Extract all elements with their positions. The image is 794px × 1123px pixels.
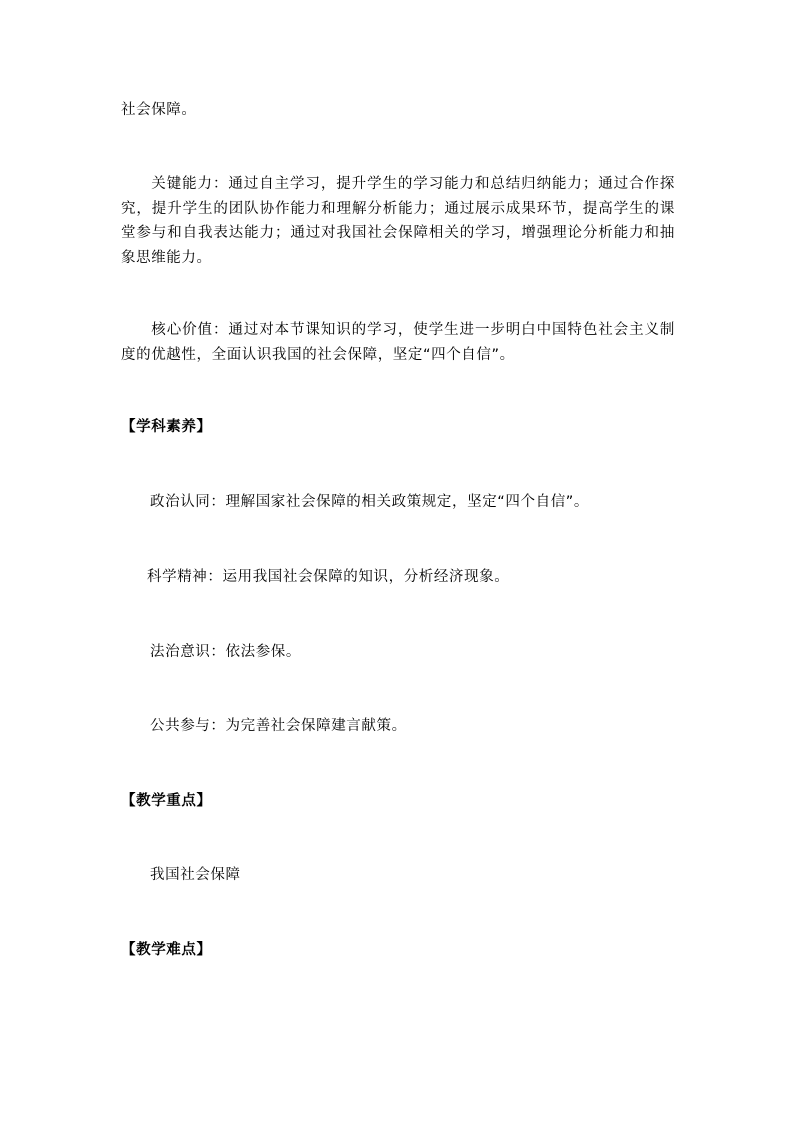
key-ability-paragraph — [121, 172, 675, 270]
intro-tail-text: 社会保障。 — [121, 102, 197, 118]
key-ability-text: 关键能力：通过自主学习，提升学生的学习能力和总结归纳能力；通过合作探究，提升学生的团队协作能力和理解分析能力；通过展示成果环节，提高学生的课堂参与和自我表达能力；通过对我国社会保障相关的学习，增强理论分析能力和抽象思维能力。 — [121, 176, 675, 266]
section-heading-focus: 【教学重点】 — [121, 793, 212, 809]
section-heading-difficulty: 【教学难点】 — [121, 942, 212, 958]
rule-of-law-text: 法治意识：依法参保。 — [150, 644, 301, 660]
science-spirit-text: 科学精神：运用我国社会保障的知识，分析经济现象。 — [147, 569, 510, 585]
political-identity-text: 政治认同：理解国家社会保障的相关政策规定，坚定“四个自信”。 — [150, 494, 590, 510]
core-value-text: 核心价值：通过对本节课知识的学习，使学生进一步明白中国特色社会主义制度的优越性，全面认识我国的社会保障，坚定“四个自信”。 — [121, 322, 675, 363]
section-heading-literacy: 【学科素养】 — [121, 419, 212, 435]
core-value-paragraph — [121, 318, 675, 367]
focus-item-text: 我国社会保障 — [150, 867, 241, 883]
public-participation-text: 公共参与：为完善社会保障建言献策。 — [150, 718, 407, 734]
